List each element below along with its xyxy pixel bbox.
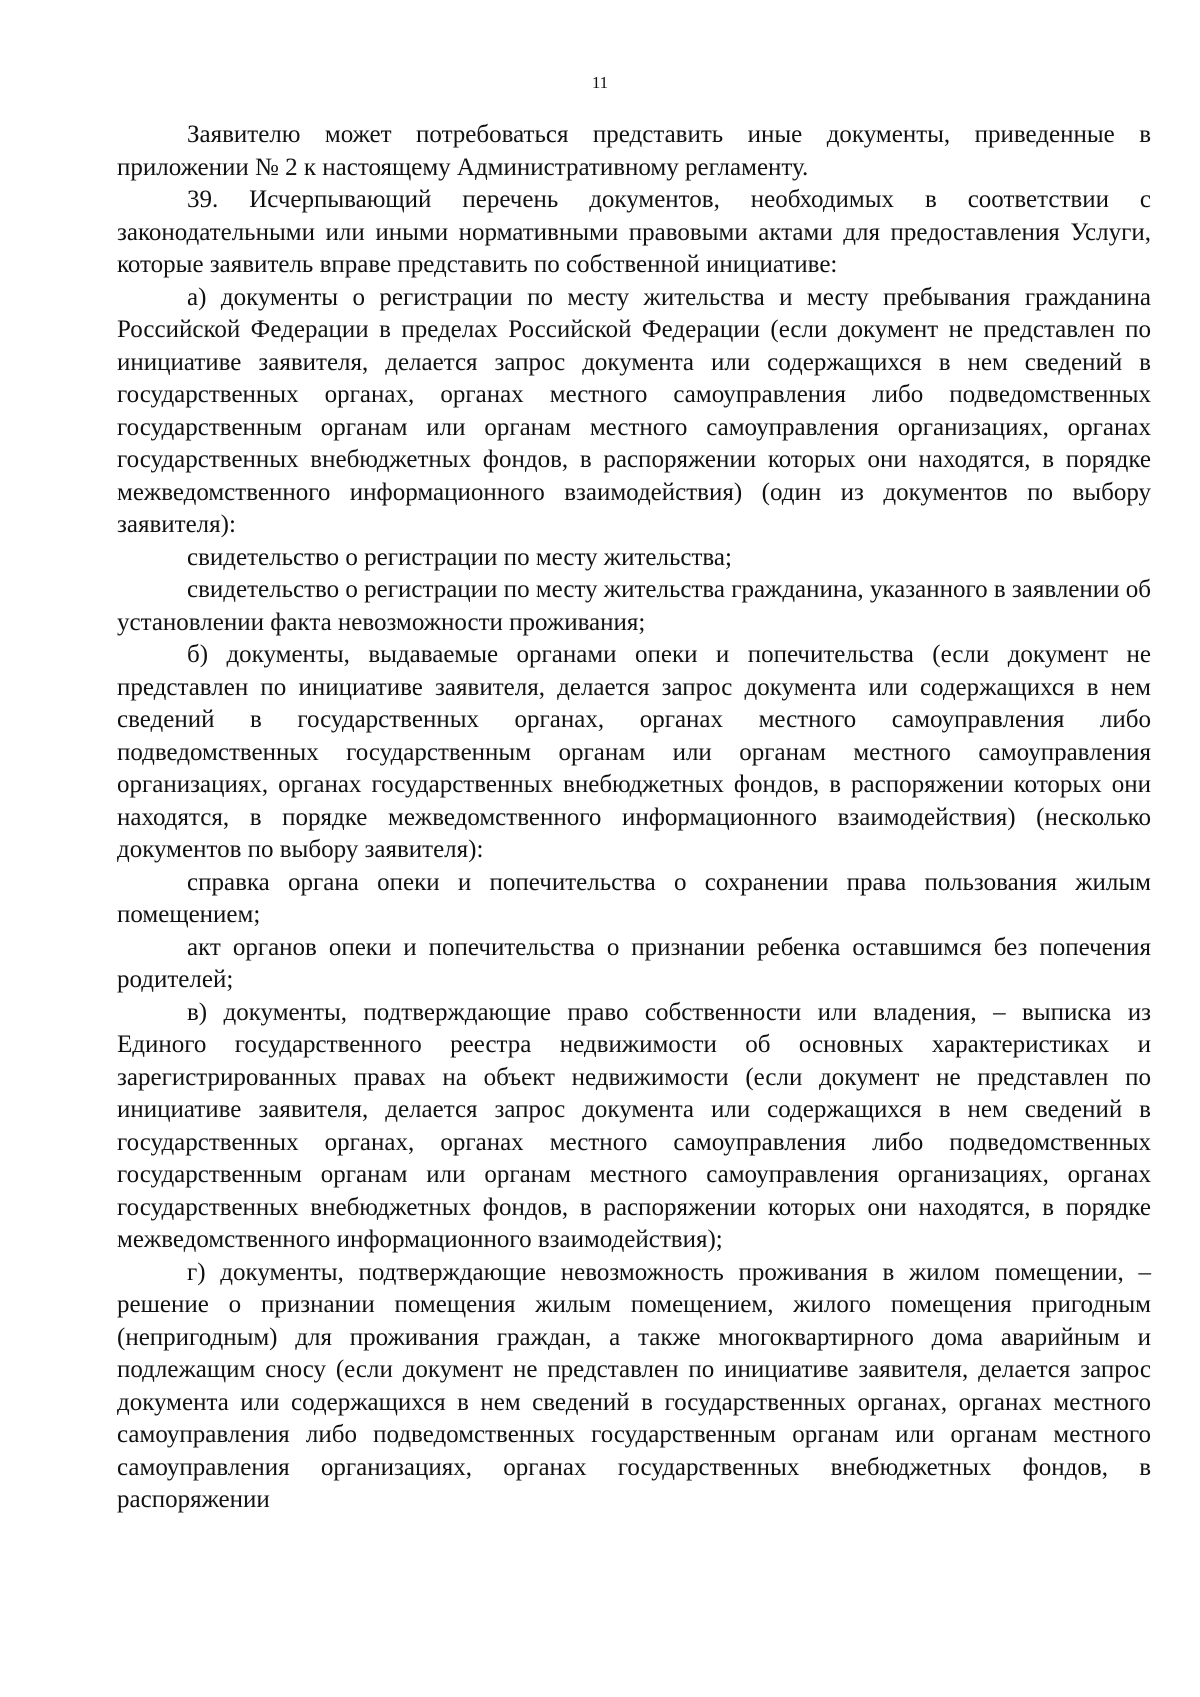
paragraph-guardianship-reference: справка органа опеки и попечительства о сохранении права пользования жилым помещением; — [117, 868, 1151, 928]
paragraph-residence-certificate: свидетельство о регистрации по месту жительства; — [187, 543, 732, 571]
page-number: 11 — [591, 73, 609, 92]
document-body — [117, 119, 1151, 1517]
paragraph-item-b: б) документы, выдаваемые органами опеки и попечительства (если документ не представлен по инициативе заявителя, делается запрос документа или содержащихся в нем сведений в государственных органах, органах местного самоуправления либо подведомственных государственным органам или органам местного самоуправления организациях, органах государственных внебюджетных фондов, в распоряжении которых они находятся, в порядке межведомственного информационного взаимодействия) (несколько документов по выбору заявителя): — [117, 641, 1151, 863]
paragraph-citizen-residence-certificate: свидетельство о регистрации по месту жительства гражданина, указанного в заявлении об установлении факта невозможности проживания; — [117, 576, 1152, 636]
paragraph-guardianship-act: акт органов опеки и попечительства о признании ребенка оставшимся без попечения родителей; — [117, 933, 1151, 993]
paragraph-item-g: г) документы, подтверждающие невозможность проживания в жилом помещении, – решение о признании помещения жилым помещением, жилого помещения пригодным (непригодным) для проживания граждан, а также многоквартирного дома аварийным и подлежащим сносу (если документ не представлен по инициативе заявителя, делается запрос документа или содержащихся в нем сведений в государственных органах, органах местного самоуправления либо подведомственных государственным органам или органам местного самоуправления организациях, органах государственных внебюджетных фондов, в распоряжении — [117, 1258, 1151, 1513]
paragraph-item-v: в) документы, подтверждающие право собственности или владения, – выписка из Единого государственного реестра недвижимости об основных характеристиках и зарегистрированных правах на объект недвижимости (если документ не представлен по инициативе заявителя, делается запрос документа или содержащихся в нем сведений в государственных органах, органах местного самоуправления либо подведомственных государственным органам или органам местного самоуправления организациях, органах государственных внебюджетных фондов, в распоряжении которых они находятся, в порядке межведомственного информационного взаимодействия); — [117, 998, 1151, 1253]
paragraph-item-39: 39. Исчерпывающий перечень документов, необходимых в соответствии с законодательными или иными нормативными правовыми актами для предоставления Услуги, которые заявитель вправе представить по собственной инициативе: — [117, 186, 1151, 278]
paragraph-item-a: а) документы о регистрации по месту жительства и месту пребывания гражданина Российской Федерации в пределах Российской Федерации (если документ не представлен по инициативе заявителя, делается запрос документа или содержащихся в нем сведений в государственных органах, органах местного самоуправления либо подведомственных государственным органам или органам местного самоуправления организациях, органах государственных внебюджетных фондов, в распоряжении которых они находятся, в порядке межведомственного информационного взаимодействия) (один из документов по выбору заявителя): — [117, 283, 1151, 538]
paragraph-additional-documents: Заявителю может потребоваться представить иные документы, приведенные в приложении № 2 к настоящему Административному регламенту. — [117, 121, 1151, 181]
